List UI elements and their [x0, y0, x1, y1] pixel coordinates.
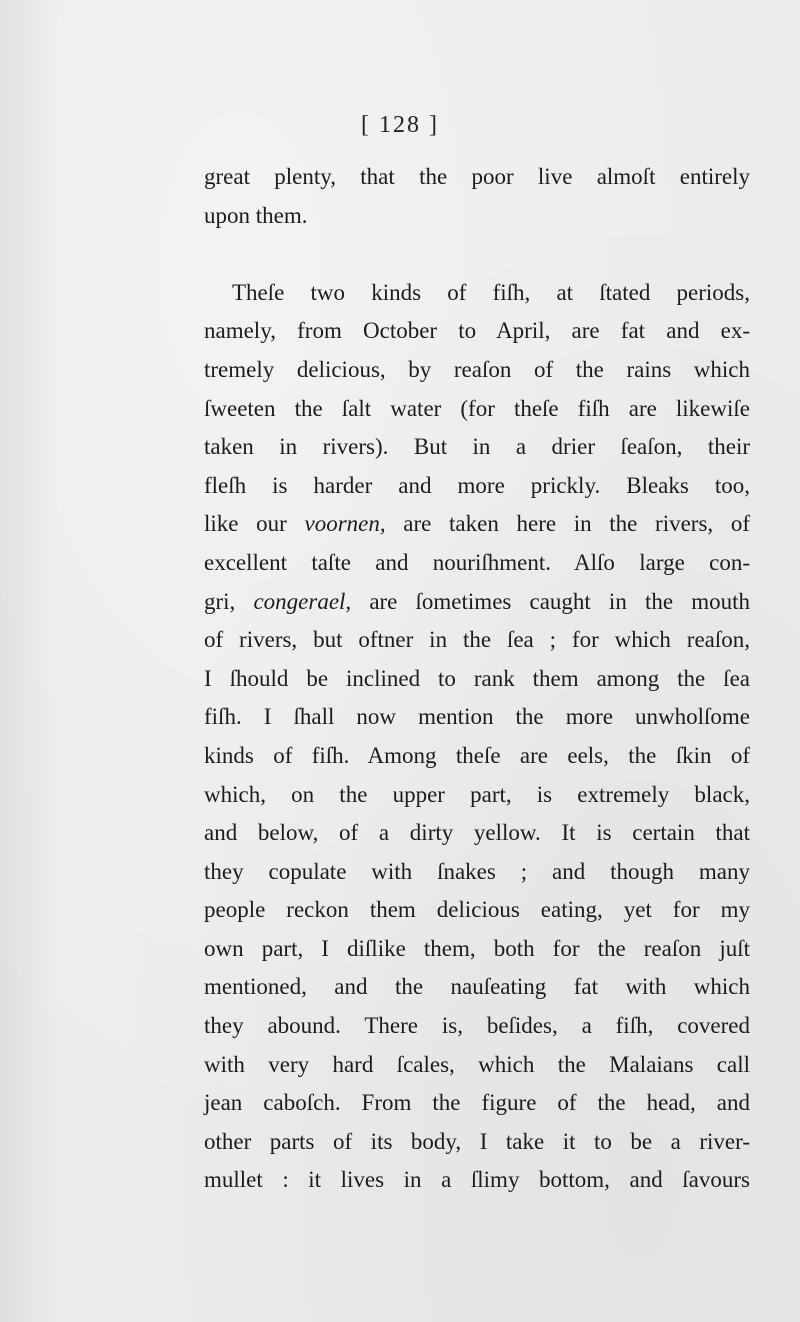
text-line: mentioned, and the nauſeating fat with which — [204, 974, 750, 1000]
text-line: they copulate with ſnakes ; and though many — [204, 858, 750, 884]
text-line: and below, of a dirty yellow. It is certain that — [204, 820, 750, 846]
text-line: namely, from October to April, are fat and ex- — [204, 318, 750, 344]
text-line: kinds of fiſh. Among theſe are eels, the ſkin of — [204, 742, 750, 768]
text-segment: gri, — [204, 588, 254, 614]
text-line: excellent taſte and nouriſhment. Alſo large con- — [204, 549, 750, 575]
text-line: taken in rivers). But in a drier ſeaſon, their — [204, 434, 750, 460]
text-line: people reckon them delicious eating, yet for my — [204, 897, 750, 923]
text-line: upon them. — [204, 202, 308, 228]
text-segment: are ſometimes caught in the mouth — [351, 588, 750, 614]
text-line: fiſh. I ſhall now mention the more unwholſome — [204, 704, 750, 730]
text-line — [204, 583, 750, 622]
paragraph-gap — [204, 235, 750, 274]
text-line: other parts of its body, I take it to be a river- — [204, 1128, 750, 1154]
text-segment: like our — [204, 511, 305, 537]
text-line: they abound. There is, beſides, a fiſh, covered — [204, 1013, 750, 1039]
text-line: Theſe two kinds of fiſh, at ſtated periods, — [232, 279, 750, 305]
text-line — [204, 505, 750, 544]
page-shadow — [0, 0, 60, 1322]
text-line: which, on the upper part, is extremely black, — [204, 781, 750, 807]
text-segment: are taken here in the rivers, of — [385, 511, 750, 537]
text-line: great plenty, that the poor live almoſt entirely — [204, 164, 750, 189]
italic-term: congerael, — [253, 588, 352, 614]
italic-term: voornen, — [304, 511, 386, 537]
text-line: mullet : it lives in a ſlimy bottom, and ſavours — [204, 1167, 750, 1193]
text-line: fleſh is harder and more prickly. Bleaks too, — [204, 472, 750, 498]
page-number-header: [ 128 ] — [361, 112, 439, 138]
text-line: of rivers, but oftner in the ſea ; for which reaſon, — [204, 627, 750, 653]
text-line: ſweeten the ſalt water (for theſe fiſh are likewiſe — [204, 395, 750, 421]
text-line: tremely delicious, by reaſon of the rains which — [204, 356, 750, 382]
text-line: I ſhould be inclined to rank them among the ſea — [204, 665, 750, 691]
text-line: jean caboſch. From the figure of the head, and — [204, 1090, 750, 1116]
text-line: with very hard ſcales, which the Malaians call — [204, 1051, 750, 1077]
text-line: own part, I diſlike them, both for the reaſon juſt — [204, 935, 750, 961]
body-text — [204, 158, 750, 1200]
